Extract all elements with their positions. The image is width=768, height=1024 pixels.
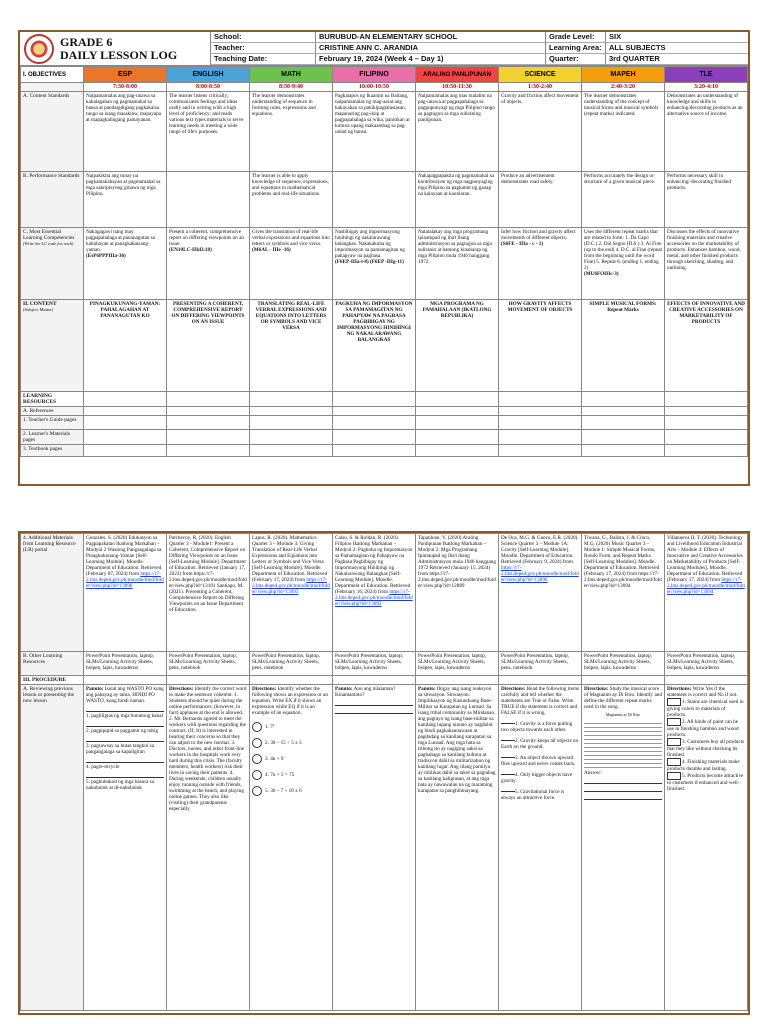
answer-circle[interactable] xyxy=(252,754,262,764)
answer-blank[interactable] xyxy=(501,785,515,792)
subject-araling: ARALING PANLIPUNAN xyxy=(416,67,499,83)
answer-blank[interactable] xyxy=(335,699,413,706)
lm-row xyxy=(21,430,748,445)
ps-araling: Nakapagpapakita ng pagmamahal sa kontribusyon ng mga nagpunyaging mga Pilipino sa pagkamit ng ganap na kalayaan at kaunlaran. xyxy=(416,172,499,228)
mc-english: Present a coherent, comprehensive report on differing viewpoints on an issue. (EN10LC-IIId3.18) xyxy=(167,228,250,300)
competencies-row xyxy=(21,228,748,300)
review-label: A. Reviewing previous lesson or presenting the new lesson xyxy=(21,685,84,1011)
ps-tle: Performs necessary skill in enhancing/ decorating finished products. xyxy=(665,172,748,228)
answer-blank[interactable] xyxy=(86,771,164,778)
content-english: PRESENTING A COHERENT, COMPREHENSIVE REPORT ON DIFFERING VIEWPOINTS ON AN ISSUE xyxy=(167,300,250,392)
tg-row xyxy=(21,416,748,430)
am-english: Patchecoy, R. (2020). English Quarter 3 - Module1: Present a Coherent, Comprehensive Report on Differing Viewpoints on an Issue [Self-Learning Module]. Department of Education. Retrieved (January 17, 2023) from https://r7-2.lms.deped.gov.ph/moodle/mod/folder/view.php?id=13101 Santiago, M. (2021). Presenting a Coherent, Comprehensive Report on Differing Viewpoints on an Issue Department of Education. xyxy=(167,534,250,652)
other-label: B. Other Learning Resources xyxy=(21,652,84,676)
cs-esp: Naipamamalas ang pag-unawa sa kahalagahan ng pagmamahal sa bansa at pandaigdigang pagkakaisa tungo sa isang masaklaw, mapayapa at mapagkalingang pamayanan. xyxy=(84,92,167,172)
deped-seal-icon xyxy=(24,34,54,64)
answer-box[interactable] xyxy=(667,758,681,766)
review-row xyxy=(21,685,748,1011)
cs-english: The learner listens critically; communicates feelings and ideas orally and in writing with a high level of proficiency; and reads various text types materials to serve learning needs in meeting a wide range of life's purposes. xyxy=(167,92,250,172)
answer-blank[interactable] xyxy=(501,751,515,758)
teacher-value: CRISTINE ANN C. ARANDIA xyxy=(315,43,545,54)
mc-filipino: Nasbibigay ang impormasyong hinihingi ng nakalarawang balangkas. Nakakakuha ng impormasyon sa pamamagitan ng pahapyaw na pagbasa. (F6EP-IIIa-i-8) (F6EP -IIIg-11) xyxy=(333,228,416,300)
ps-science: Produce an advertisement demonstrates road safety. xyxy=(499,172,582,228)
rv-mapeh: Directions: Study the musical score of Magtanim ay Di Biro. Identify and define the different repeat marks used in the song. Magtanim ay Di Biro Answer: xyxy=(582,685,665,1011)
grade-level-label: Grade Level: xyxy=(545,32,605,43)
time-esp: 7:30-8:00 xyxy=(84,83,167,92)
or-filipino: PowerPoint Presentation, laptop, SLMs/Learning Activity Sheets, bolpen, lapis, kuwaderno xyxy=(333,652,416,676)
time-filipino: 10:00-10:50 xyxy=(333,83,416,92)
or-mapeh: PowerPoint Presentation, laptop, SLMs/Learning Activity Sheets, bolpen, lapis, kuwaderno xyxy=(582,652,665,676)
answer-box[interactable] xyxy=(667,738,681,746)
time-araling: 10:50-11:30 xyxy=(416,83,499,92)
tb-label: 3. Textbook pages xyxy=(21,445,84,457)
grade-title: GRADE 6 xyxy=(60,34,113,49)
teacher-label: Teacher: xyxy=(210,43,315,54)
content-esp: PINAGKUKUNANG-YAMAN: PAHALAGAHAN AT PANANAGUTAN KO xyxy=(84,300,167,392)
am-filipino: Calso, S. & Roldan, R. (2020). Filipino Ikatlong Markahan – Modyul 2: Pagkuha ng Impormasyon sa Pamamagitan ng Pahapyaw na Pagbasa Pagbibigay ng Impormasyong Hinihingi ng Nakalarawang Balangkas [Self-Learning Module]. Moodle. Department of Education. Retrieved (February 16, 2024) from https://r7-2.lms.deped.gov.ph/moodle/mod/folder/view.php?id=13092 xyxy=(333,534,416,652)
rv-science: Directions: Read the following items carefully and tell whether the statements are True or False. Write TRUE if the statement is correct and FALSE if it is wrong. 1. Gravity is a force pulling two objects towards each other. 2. Gravity keeps all objects on Earth on the ground. 3. An object thrown upward flies upward and never comes back. 4. Only bigger objects have gravity. 5. Gravitational force is always an attractive force. xyxy=(499,685,582,1011)
mc-esp: Nakagagawi nang may pagpapahalaga at pananagutan sa kabuhayan at panagkakaisang-yaman. (EsP6PPPIIIa-36) xyxy=(84,228,167,300)
answer-circle[interactable] xyxy=(252,786,262,796)
tg-label: 1. Teacher's Guide pages xyxy=(21,416,84,430)
answer-circle[interactable] xyxy=(252,722,262,732)
subject-header-row xyxy=(21,67,748,83)
answer-blank[interactable] xyxy=(86,705,164,712)
am-araling: Tapanluan, V. (2020) Araling Panlipunan Ikatlong Markahan – Modyul 2: Mga Programang Ipinatupad ng Iba't ibang Administrasyon mula 1946 hanggang 1972 Retrieved (January 15, 2024) from https://r7-2.lms.deped.gov.ph/moodle/mod/folder/view.php?id=12889 xyxy=(416,534,499,652)
time-tle: 3:20-4:10 xyxy=(665,83,748,92)
answer-blank[interactable] xyxy=(501,734,515,741)
grade-level-value: SIX xyxy=(605,32,748,43)
mc-tle: Discusses the effects of innovative finishing materials and creative accessories on the marketability of products. Enhances bamboo, wood, metal, and other finished products through sketching, shading, and outlining. xyxy=(665,228,748,300)
music-score-image xyxy=(584,720,662,768)
subject-esp: ESP xyxy=(84,67,167,83)
content-standards-row xyxy=(21,92,748,172)
ps-esp: Naipakikita ang tunay na pagkamakabayan at pagmamahal sa mga sakripisyong ginawa ng mga Pilipino. xyxy=(84,172,167,228)
cs-math: The learner demonstrates understanding of sequence in forming rules, expressions and equations. xyxy=(250,92,333,172)
time-english: 8:00-8:50 xyxy=(167,83,250,92)
answer-blank[interactable] xyxy=(501,717,515,724)
content-label: II. CONTENT (Subject Matter) xyxy=(21,300,84,392)
objectives-table xyxy=(20,66,748,457)
or-esp: PowerPoint Presentation, laptop, SLMs/Learning Activity Sheets, bolpen, lapis, kuwaderno xyxy=(84,652,167,676)
ps-filipino xyxy=(333,172,416,228)
answer-blank[interactable] xyxy=(335,707,413,714)
or-araling: PowerPoint Presentation, laptop, SLMs/Learning Activity Sheets, bolpen, lapis, kuwaderno xyxy=(416,652,499,676)
performance-standards-label: B. Performance Standards xyxy=(21,172,84,228)
school-label: School: xyxy=(210,32,315,43)
content-araling: MGA PROGRAMA NG PAMAHALAAN (IKATLONG REPUBLIKA) xyxy=(416,300,499,392)
am-mapeh: Tiwana, G., Balista, J. & Cinco, M.G. (2020) Music Quarter 3 – Module 1: Simple Musical Forms, Rondo Form, and Repeat Marks [Self-Learning Modules]. Moodle. Department of Education. Retrieved (February 17, 2024) from https://r7-2.lms.deped.gov.ph/moodle/mod/folder/view.php?id=13094 xyxy=(582,534,665,652)
tb-row xyxy=(21,445,748,457)
am-science-link[interactable]: https://r7-2.lms.deped.gov.ph/moodle/mod/folder/view.php?id=13096 xyxy=(501,565,579,583)
subject-tle: TLE xyxy=(665,67,748,83)
header xyxy=(20,32,748,66)
subject-mapeh: MAPEH xyxy=(582,67,665,83)
answer-blank[interactable] xyxy=(584,785,662,792)
am-science: De Oca, M.G. & Guezo, E.R. (2020). Science Quarter 3 – Module 1A: Gravity [Self-Learning Module]. Moodle. Department of Education. Retrieved (February 9, 2024) from https://r7-2.lms.deped.gov.ph/moodle/mod/folder/view.php?id=13096 xyxy=(499,534,582,652)
cs-mapeh: The learner demonstrates understanding of the concept of musical forms and musical symbols (repeat marks) indicated. xyxy=(582,92,665,172)
answer-blank[interactable] xyxy=(584,777,662,784)
content-standards-label: A. Content Standards xyxy=(21,92,84,172)
or-science: PowerPoint Presentation, laptop, SLMs/Learning Activity Sheets, pens, notebook xyxy=(499,652,582,676)
answer-circle[interactable] xyxy=(252,738,262,748)
other-resources-row xyxy=(21,652,748,676)
quarter-value: 3rd QUARTER xyxy=(605,54,748,65)
content-science: HOW GRAVITY AFFECTS MOVEMENT OF OBJECTS xyxy=(499,300,582,392)
answer-box[interactable] xyxy=(667,698,681,706)
learning-area-value: ALL SUBJECTS xyxy=(605,43,748,54)
procedure-table xyxy=(20,533,748,1011)
rv-tle: Directions: Write Yes if the statement is correct and No if not. 1. Stains are chemical used in giving colors to materials of products. 2. All kinds of paint can be use in finishing bamboo and wood products. 3. Customers buy all products that they like without checking its finished. 4. Finishing materials make products durable and lasting. 5. Products become attractive to customers if enhanced and well-finished. xyxy=(665,685,748,1011)
lm-label: 2. Learner's Materials pages xyxy=(21,430,84,445)
content-note: (Subject Matter) xyxy=(23,307,54,312)
logo-area xyxy=(20,32,210,65)
cs-araling: Naipamamalas ang mas malalim na pag-unawa at pagpapahalaga sa pagpupunyagi ng mga Pilipino tungo sa pagtugon sa mga suliraning panlipunan. xyxy=(416,92,499,172)
answer-box[interactable] xyxy=(667,772,681,780)
time-row xyxy=(21,83,748,92)
ps-mapeh: Performs accurately the design or structure of a given musical piece. xyxy=(582,172,665,228)
content-mapeh: SIMPLE MUSICAL FORMS: Repeat Marks xyxy=(582,300,665,392)
rv-math: Directions: Identify whether the following shows an expression or an equation. Write EX if it shows an expression while EQ if it is an example of an equation. 1. 7² 2. 30 – 15 ÷ 5 x 3 3. 4n + 9 4. 7n + 5 = 75 5. 36 – 7 + 10 x 6 xyxy=(250,685,333,1011)
or-english: PowerPoint Presentation, laptop, SLMs/Learning Activity Sheets, pens, notebook xyxy=(167,652,250,676)
objectives-label: I. OBJECTIVES xyxy=(21,67,84,83)
subject-math: MATH xyxy=(250,67,333,83)
am-tle: Villanueva II, T. (2020). Technology and Livelihood Education Industrial Arts – Module 4: Effects of Innovative and Creative Accessories on Marketability of Products [Self-Learning Modules]. Moodle. Department of Education. Retrieved (February 17, 2024) from https://r7-2.lms.deped.gov.ph/moodle/mod/folder/view.php?id=13094 xyxy=(665,534,748,652)
procedure-row xyxy=(21,676,748,685)
answer-blank[interactable] xyxy=(86,756,164,763)
log-title: DAILY LESSON LOG xyxy=(60,47,178,62)
teaching-date-label: Teaching Date: xyxy=(210,54,315,65)
additional-label: 4. Additional Materials from Learning Resource (LR) portal xyxy=(21,534,84,652)
performance-standards-row xyxy=(21,172,748,228)
content-row xyxy=(21,300,748,392)
time-math: 8:50-9:40 xyxy=(250,83,333,92)
lesson-log-page-2 xyxy=(18,531,750,1015)
rv-english: Directions: Identify the correct word to make the sentence coherent. 1. Students should be quiet during the online performances, (however, in fact) applause at the end is allowed. 2. Mr. Bernardo agreed to meet the workers with questions regarding the contract. (If, It) is interested in hearing their concerns so that they can adjust to the new normal. 3. Doctors, nurses, and other front-line workers in the hospitals work very hard during this crisis. The (faculty members, health workers) risk their lives in saving their patients. 4. During weekends, children usually enjoy running outside with friends, swimming at the beach, and playing online games. They also like (visiting) their grandparents especially xyxy=(167,685,250,1011)
school-value: BURUBUD-AN ELEMENTARY SCHOOL xyxy=(315,32,545,43)
am-esp-link[interactable]: https://r7-2.lms.deped.gov.ph/moodle/mod/folder/view.php?id=13090 xyxy=(86,571,164,589)
references-row xyxy=(21,407,748,416)
mc-mapeh: Uses the different repeat marks that are related to form: 1. Da Capo (D.C.) 2. Dal Segno (D.S.) 3. Al Fine (up to the end) 4. D.C. al Fine (repeat from the beginning until the word Fine) 5. Repeat 6. (ending 1, ending 2) (MU6FOIIIc-3) xyxy=(582,228,665,300)
ps-english xyxy=(167,172,250,228)
time-science: 1:30-2:40 xyxy=(499,83,582,92)
cs-filipino: Pagkatapos ng Ikaanim na Baitang, naipamamalas ng mag-aaral ang kakayahan sa pakikipagtalastasan, mapanuring pag-iisip at pagpapahalaga sa wika, panitikan at kultura upang makaambag sa pag-unlad ng bansa. xyxy=(333,92,416,172)
content-filipino: PAGKUHA NG IMPORMASYON SA PAMAMAGITAN NG PAHAPYAW NA PAGBASA PAGBIBIGAY NG IMPORMASYONG HINIHINGI NG NAKALARAWANG BALANGKAS xyxy=(333,300,416,392)
answer-blank[interactable] xyxy=(584,793,662,800)
competencies-label: C. Most Essential Learning Competencies (Write the LC code for each) xyxy=(21,228,84,300)
mc-science: Infer how friction and gravity affect movements of different objects. (S6FE - IIIa - c - 1) xyxy=(499,228,582,300)
subject-english: ENGLISH xyxy=(167,67,250,83)
answer-circle[interactable] xyxy=(252,770,262,780)
lesson-log-page-1 xyxy=(18,30,750,486)
am-esp: Gonzales, S. (2020) Edukasyon sa Pagpapakatao Ikatlong Markahan – Modyul 2 Wastong Pangangalaga sa Pinagkukunang-Yaman [Self-Learning Module]. Moodle. Department of Education. Retrieved (February 07, 2024) from https://r7-2.lms.deped.gov.ph/moodle/mod/folder/view.php?id=13090 xyxy=(84,534,167,652)
answer-blank[interactable] xyxy=(86,735,164,742)
cs-science: Gravity and friction affect movement of objects. xyxy=(499,92,582,172)
answer-blank[interactable] xyxy=(86,720,164,727)
answer-box[interactable] xyxy=(667,718,681,726)
competencies-note: (Write the LC code for each) xyxy=(23,241,74,246)
school-info xyxy=(210,32,748,65)
cs-tle: Demonstrates an understanding of knowledge and skills in enhancing/decorating products as an alternative source of income. xyxy=(665,92,748,172)
am-filipino-link[interactable]: https://r7-2.lms.deped.gov.ph/moodle/mod/folder/view.php?id=13092 xyxy=(335,589,413,607)
resources-row xyxy=(21,392,748,407)
procedure-label: III. PROCEDURE xyxy=(21,676,84,685)
time-mapeh: 2:40-3:20 xyxy=(582,83,665,92)
content-tle: EFFECTS OF INNOVATIVE AND CREATIVE ACCESSORIES ON MARKETABILITY OF PRODUCTS xyxy=(665,300,748,392)
learning-area-label: Learning Area: xyxy=(545,43,605,54)
answer-blank[interactable] xyxy=(501,768,515,775)
or-math: PowerPoint Presentation, laptop, SLMs/Learning Activity Sheets, pens, notebook xyxy=(250,652,333,676)
references-label: A. References xyxy=(21,407,84,416)
am-tle-link[interactable]: https://r7-2.lms.deped.gov.ph/moodle/mod/folder/view.php?id=13094 xyxy=(667,577,745,595)
quarter-label: Quarter: xyxy=(545,54,605,65)
subject-filipino: FILIPINO xyxy=(333,67,416,83)
ps-math: The learner is able to apply knowledge of sequence, expressions, and equations in mathematical problems and real-life situations. xyxy=(250,172,333,228)
answer-label: Answer: xyxy=(584,770,602,776)
rv-filipino: Panuto: Ano ang nilalaman? Kinamamoto? xyxy=(333,685,416,1011)
am-math: Lapus, R. (2020). Mathematics Quarter 3 – Module 3: Giving Translation of Real-Life Verbal Expressions and Equations into Letters or Symbols and Vice Versa [Self-Learning Module]. Moodle. Department of Education. Retrieved (February 17, 2024) from https://r7-2.lms.deped.gov.ph/moodle/mod/folder/view.php?id=13093 xyxy=(250,534,333,652)
resources-label: LEARNING RESOURCES xyxy=(21,392,84,407)
sheet-title: Magtanim ay Di Biro xyxy=(605,712,641,717)
additional-materials-row xyxy=(21,534,748,652)
rv-esp: Panuto: Isulat ang WASTO PO kung ang pahayag ay tama, HINDI PO WASTO, kung hindi naman. 1. pagliligtas ng mga bunutong kanal 2. pagpipipid sa paggamit ng tubig 3. pagsawsay sa butas tangkol sa pangangalaga sa kapaligiran 4. pagre-recycle 5. pagbubukod ng mga basura sa nabubulok at di-nabubulok xyxy=(84,685,167,1011)
subject-science: SCIENCE xyxy=(499,67,582,83)
rv-araling: Panuto: Ibigay ang isang reaksyon sa sitwasyon. Sitwasyon: Impilikasyon ng Kasunduang Base-Militar sa Karapatan ng Lunsad. Sa isang tribal community sa Mindanao, ang pagtayo ng isang base-militar sa kanilang lupang ninuno ay nagdulot ng hindi pagkakaunawaan at pagdadaig sa kanilang karapatan sa mga Lunsad. Ang mga bata sa tribong ito ay nagiging saksi sa pagbabago sa kanilang kultura at tradisyon dahil sa militarization ng kanilang lugar. Ang iilang pamilya ay nililikas dahil sa takot sa paglabag sa kanilang kaligtasan, at ang mga bata ay nawawalan na ng maraming karapatan sa panghihinayang. xyxy=(416,685,499,1011)
mc-math: Gives the translation of real-life verbal expressions and equations into letters or symbols and vice versa. (M6AL - IIIe -16) xyxy=(250,228,333,300)
content-math: TRANSLATING REAL-LIFE VERBAL EXPRESSIONS AND EQUATIONS INTO LETTERS OR SYMBOLS AND VICE VERSA xyxy=(250,300,333,392)
am-math-link[interactable]: https://r7-2.lms.deped.gov.ph/moodle/mod/folder/view.php?id=13093 xyxy=(252,577,330,595)
or-tle: PowerPoint Presentation, laptop, SLMs/Learning Activity Sheets, bolpen, lapis, kuwaderno xyxy=(665,652,748,676)
teaching-date-value: February 19, 2024 (Week 4 – Day 1) xyxy=(315,54,545,65)
mc-araling: Natatalakay ang mga programang ipinatupad ng iba't ibang administrasyon sa pagtugon sa mga suliranin at hamong kinaharap ng mga Pilipino mula 1946 hanggang 1972. xyxy=(416,228,499,300)
